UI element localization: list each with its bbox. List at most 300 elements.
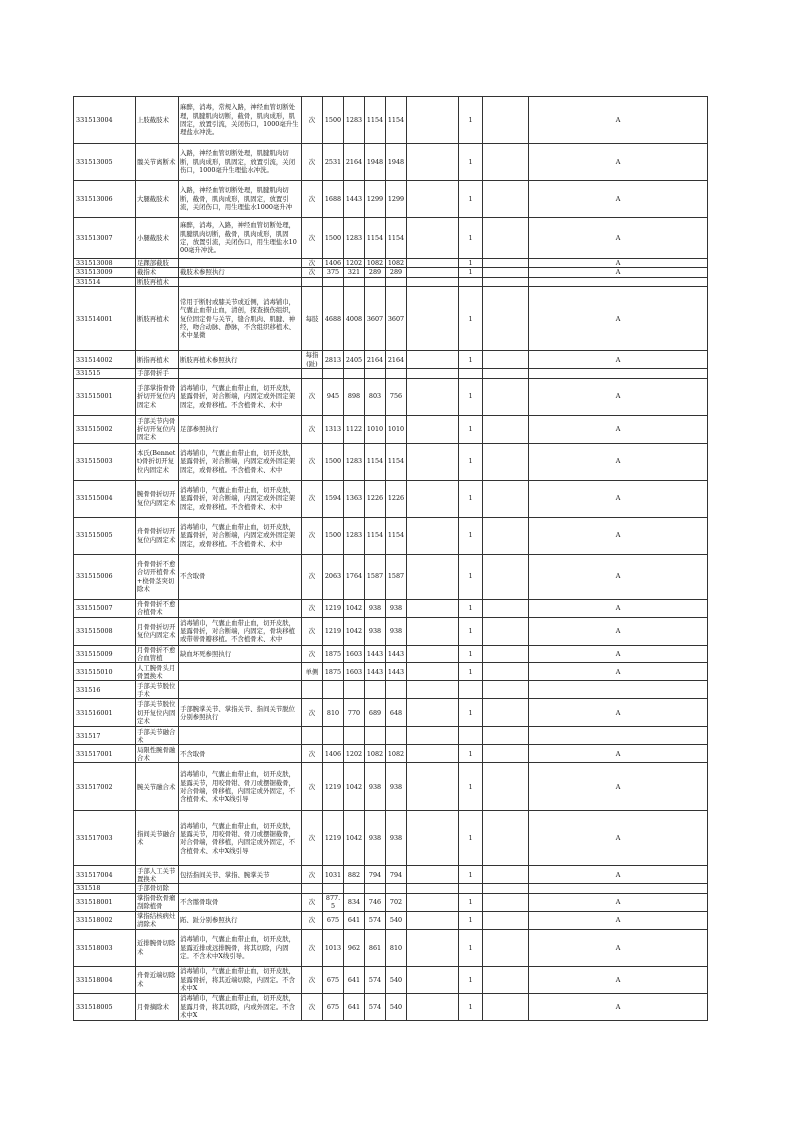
table-row <box>74 884 708 893</box>
blank-cell <box>407 351 459 369</box>
item-name: 小腿截肢术 <box>136 218 179 259</box>
item-description: 消毒铺巾，气囊止血带止血，切开皮肤，显露近排或远排腕骨，将其切除，内固定。不含术中X线引导。 <box>179 929 302 966</box>
item-code: 331517001 <box>74 745 136 763</box>
price-level-3: 3607 <box>365 287 386 351</box>
item-name: 腕关节融合术 <box>136 763 179 811</box>
price-level-1: 1219 <box>323 617 344 645</box>
item-name: 手部关节脱位切开复位内固定术 <box>136 699 179 727</box>
blank-cell <box>483 378 529 415</box>
item-code: 331513008 <box>74 259 136 268</box>
price-level-4: 540 <box>386 966 407 993</box>
price-level-4: 1082 <box>386 745 407 763</box>
price-level-4: 938 <box>386 811 407 866</box>
price-level-4: 540 <box>386 993 407 1020</box>
item-category: A <box>529 378 708 415</box>
price-level-2: 1443 <box>344 181 365 218</box>
item-name: 掌指结核病灶清除术 <box>136 911 179 929</box>
price-level-2: 2164 <box>344 144 365 181</box>
item-description: 常用于断肘或膝关节或近侧，消毒铺巾，气囊止血带止血，清创，探查损伤组织，复位固定骨与关节，缝合肌肉、肌腱、神经，吻合动脉、静脉，不含组织移植术、术中显微 <box>179 287 302 351</box>
item-unit: 次 <box>302 617 323 645</box>
blank-cell <box>407 681 459 699</box>
blank-cell <box>483 811 529 866</box>
price-level-3: 861 <box>365 929 386 966</box>
price-level-3: 1082 <box>365 745 386 763</box>
price-level-1: 945 <box>323 378 344 415</box>
blank-cell <box>483 699 529 727</box>
blank-cell <box>483 929 529 966</box>
price-level-1: 1594 <box>323 480 344 517</box>
price-level-2 <box>344 369 365 378</box>
price-level-4 <box>386 369 407 378</box>
item-name: 髋关节离断术 <box>136 144 179 181</box>
price-level-3: 1443 <box>365 645 386 663</box>
item-name: 断肢再植术 <box>136 287 179 351</box>
price-level-1: 1406 <box>323 259 344 268</box>
blank-cell <box>407 599 459 617</box>
item-unit: 次 <box>302 745 323 763</box>
item-category: A <box>529 480 708 517</box>
item-category: A <box>529 517 708 554</box>
item-flag: 1 <box>459 259 483 268</box>
price-level-3: 1948 <box>365 144 386 181</box>
price-level-3: 1226 <box>365 480 386 517</box>
price-level-2: 898 <box>344 378 365 415</box>
item-category: A <box>529 443 708 480</box>
table-row <box>74 911 708 929</box>
blank-cell <box>407 645 459 663</box>
table-row <box>74 415 708 443</box>
price-level-3: 574 <box>365 966 386 993</box>
item-description: 截肢术参照执行 <box>179 268 302 277</box>
item-category: A <box>529 993 708 1020</box>
price-level-2: 1042 <box>344 617 365 645</box>
item-code: 331515007 <box>74 599 136 617</box>
blank-cell <box>407 911 459 929</box>
blank-cell <box>407 268 459 277</box>
item-unit: 次 <box>302 866 323 884</box>
price-level-1: 2813 <box>323 351 344 369</box>
price-level-2: 641 <box>344 911 365 929</box>
item-name: 月骨摘除术 <box>136 993 179 1020</box>
table-row <box>74 681 708 699</box>
item-category: A <box>529 866 708 884</box>
price-level-2: 641 <box>344 993 365 1020</box>
price-level-1: 1031 <box>323 866 344 884</box>
item-name: 指间关节融合术 <box>136 811 179 866</box>
item-flag <box>459 727 483 745</box>
blank-cell <box>483 181 529 218</box>
item-unit: 次 <box>302 811 323 866</box>
table-row <box>74 929 708 966</box>
blank-cell <box>483 884 529 893</box>
item-category: A <box>529 599 708 617</box>
item-unit: 单侧 <box>302 663 323 681</box>
item-description <box>179 259 302 268</box>
item-description <box>179 884 302 893</box>
item-description: 麻醉，消毒，入路，神经血管切断处理，肌腱肌肉切断，截骨，肌肉成形，肌固定，放置引流，关闭伤口，用生理盐水1000毫升冲洗。 <box>179 218 302 259</box>
price-level-4: 1587 <box>386 554 407 599</box>
price-level-1: 1219 <box>323 811 344 866</box>
item-flag: 1 <box>459 554 483 599</box>
item-unit: 次 <box>302 480 323 517</box>
blank-cell <box>483 287 529 351</box>
item-description: 不含取骨 <box>179 745 302 763</box>
item-code: 331518004 <box>74 966 136 993</box>
item-code: 331518005 <box>74 993 136 1020</box>
item-unit: 次 <box>302 929 323 966</box>
price-level-1: 1313 <box>323 415 344 443</box>
price-level-4: 648 <box>386 699 407 727</box>
price-level-2: 1363 <box>344 480 365 517</box>
price-level-4: 938 <box>386 617 407 645</box>
table-row <box>74 378 708 415</box>
item-unit <box>302 884 323 893</box>
item-description: 断肢再植术参照执行 <box>179 351 302 369</box>
item-name: 上肢截肢术 <box>136 97 179 144</box>
price-level-2: 962 <box>344 929 365 966</box>
item-unit: 次 <box>302 259 323 268</box>
blank-cell <box>407 699 459 727</box>
item-name: 近排腕骨切除术 <box>136 929 179 966</box>
blank-cell <box>483 866 529 884</box>
blank-cell <box>483 443 529 480</box>
item-unit <box>302 369 323 378</box>
item-flag: 1 <box>459 287 483 351</box>
blank-cell <box>407 966 459 993</box>
item-flag: 1 <box>459 218 483 259</box>
price-level-4: 1154 <box>386 218 407 259</box>
price-level-1: 1219 <box>323 763 344 811</box>
item-code: 331518003 <box>74 929 136 966</box>
item-category: A <box>529 181 708 218</box>
blank-cell <box>483 745 529 763</box>
price-level-4: 702 <box>386 893 407 911</box>
item-flag: 1 <box>459 443 483 480</box>
item-flag: 1 <box>459 351 483 369</box>
price-level-3: 938 <box>365 811 386 866</box>
price-level-2: 1042 <box>344 763 365 811</box>
item-name: 足踝部截肢 <box>136 259 179 268</box>
table-row <box>74 866 708 884</box>
price-level-1 <box>323 277 344 286</box>
item-name: 月骨骨折不愈合血管植 <box>136 645 179 663</box>
table-row <box>74 144 708 181</box>
item-flag: 1 <box>459 415 483 443</box>
item-category: A <box>529 554 708 599</box>
item-code: 331513006 <box>74 181 136 218</box>
item-category: A <box>529 811 708 866</box>
price-level-4: 2164 <box>386 351 407 369</box>
price-level-1: 1500 <box>323 443 344 480</box>
price-level-3 <box>365 277 386 286</box>
table-row <box>74 480 708 517</box>
table-row <box>74 181 708 218</box>
price-level-2 <box>344 884 365 893</box>
price-level-3: 574 <box>365 993 386 1020</box>
item-flag <box>459 369 483 378</box>
item-name: 掌指骨软骨瘤刮除植骨 <box>136 893 179 911</box>
item-description: 消毒铺巾，气囊止血带止血，切开皮肤，显露骨折，将其近端切除，内固定。不含术中X <box>179 966 302 993</box>
item-flag: 1 <box>459 699 483 727</box>
item-code: 331513009 <box>74 268 136 277</box>
item-flag <box>459 277 483 286</box>
item-flag: 1 <box>459 144 483 181</box>
item-category: A <box>529 893 708 911</box>
blank-cell <box>407 277 459 286</box>
price-level-4: 1154 <box>386 443 407 480</box>
blank-cell <box>407 663 459 681</box>
table-row <box>74 745 708 763</box>
price-level-4 <box>386 884 407 893</box>
blank-cell <box>483 966 529 993</box>
item-unit: 次 <box>302 763 323 811</box>
item-category: A <box>529 415 708 443</box>
price-level-2: 882 <box>344 866 365 884</box>
item-category: A <box>529 929 708 966</box>
price-level-4 <box>386 277 407 286</box>
item-description: 消毒铺巾，气囊止血带止血，切开皮肤，显露骨折，对合断端，内固定或外固定架固定，或骨移植。不含植骨术、术中 <box>179 480 302 517</box>
price-level-3: 1587 <box>365 554 386 599</box>
item-description: 消毒铺巾，气囊止血带止血，切开皮肤，显露骨折，对合断端，内固定或外固定架固定，或骨移植。不含植骨术、术中 <box>179 378 302 415</box>
price-level-3: 1082 <box>365 259 386 268</box>
blank-cell <box>407 443 459 480</box>
item-flag: 1 <box>459 517 483 554</box>
item-category: A <box>529 351 708 369</box>
item-category: A <box>529 645 708 663</box>
price-level-2: 1042 <box>344 599 365 617</box>
price-level-3: 1154 <box>365 218 386 259</box>
item-flag: 1 <box>459 893 483 911</box>
price-level-3: 689 <box>365 699 386 727</box>
blank-cell <box>407 480 459 517</box>
item-unit: 次 <box>302 218 323 259</box>
item-flag: 1 <box>459 745 483 763</box>
price-level-2: 1283 <box>344 443 365 480</box>
item-code: 331515002 <box>74 415 136 443</box>
item-code: 331515009 <box>74 645 136 663</box>
item-name: 手部关节内骨折切开复位内固定术 <box>136 415 179 443</box>
item-code: 331518002 <box>74 911 136 929</box>
item-description: 入路，神经血管切断处理，肌腱肌肉切断，截骨，肌肉成形，肌固定，放置引流，关闭伤口，用生理盐水1000毫升冲 <box>179 181 302 218</box>
blank-cell <box>483 351 529 369</box>
item-unit: 每指(趾) <box>302 351 323 369</box>
item-name: 舟骨近端切除术 <box>136 966 179 993</box>
item-name: 舟骨骨折不愈合切开植骨术+桡骨茎突切除术 <box>136 554 179 599</box>
item-category: A <box>529 268 708 277</box>
item-unit: 次 <box>302 144 323 181</box>
item-code: 331514002 <box>74 351 136 369</box>
item-description: 消毒铺巾，气囊止血带止血，切开皮肤，显露月骨，将其切除，内或外固定。不含术中X <box>179 993 302 1020</box>
item-name: 手部掌指骨骨折切开复位内固定术 <box>136 378 179 415</box>
price-level-1 <box>323 681 344 699</box>
item-code: 331515010 <box>74 663 136 681</box>
price-level-2: 641 <box>344 966 365 993</box>
price-level-2 <box>344 681 365 699</box>
price-level-4 <box>386 727 407 745</box>
price-level-2: 1283 <box>344 218 365 259</box>
price-level-4: 3607 <box>386 287 407 351</box>
item-name: 舟骨骨折不愈合植骨术 <box>136 599 179 617</box>
item-name: 断肢再植术 <box>136 277 179 286</box>
price-level-2: 1603 <box>344 663 365 681</box>
price-level-3: 938 <box>365 763 386 811</box>
item-description: 消毒铺巾，气囊止血带止血，切开皮肤，显露骨折，对合断端，内固定，骨块移植或带蒂骨瓣移植。不含植骨术、术中 <box>179 617 302 645</box>
item-category: A <box>529 763 708 811</box>
price-level-2: 1202 <box>344 745 365 763</box>
table-row <box>74 268 708 277</box>
item-name: 月骨骨折切开复位内固定术 <box>136 617 179 645</box>
blank-cell <box>407 517 459 554</box>
item-code: 331515005 <box>74 517 136 554</box>
price-level-1: 375 <box>323 268 344 277</box>
item-flag <box>459 681 483 699</box>
price-level-4: 938 <box>386 599 407 617</box>
item-unit: 次 <box>302 443 323 480</box>
price-level-3: 1154 <box>365 517 386 554</box>
item-category: A <box>529 218 708 259</box>
item-code: 331516 <box>74 681 136 699</box>
item-name: 局限性腕骨融合术 <box>136 745 179 763</box>
item-description: 麻醉，消毒，常规入路，神经血管切断处理，肌腱肌肉切断，截骨，肌肉成形，肌固定，放置引流，关闭伤口，1000毫升生理盐水冲洗。 <box>179 97 302 144</box>
price-level-4: 1443 <box>386 663 407 681</box>
item-category <box>529 681 708 699</box>
item-category: A <box>529 144 708 181</box>
item-code: 331518001 <box>74 893 136 911</box>
blank-cell <box>483 415 529 443</box>
blank-cell <box>407 884 459 893</box>
item-code: 331513004 <box>74 97 136 144</box>
item-code: 331515 <box>74 369 136 378</box>
price-level-1: 2063 <box>323 554 344 599</box>
blank-cell <box>407 763 459 811</box>
blank-cell <box>483 681 529 699</box>
price-level-2: 1603 <box>344 645 365 663</box>
blank-cell <box>483 144 529 181</box>
price-level-1: 4688 <box>323 287 344 351</box>
price-table <box>73 96 708 1021</box>
price-level-1: 1688 <box>323 181 344 218</box>
blank-cell <box>483 911 529 929</box>
table-row <box>74 443 708 480</box>
price-level-4: 1226 <box>386 480 407 517</box>
price-level-1: 1500 <box>323 218 344 259</box>
table-row <box>74 351 708 369</box>
table-row <box>74 599 708 617</box>
price-level-3 <box>365 369 386 378</box>
price-level-2: 1042 <box>344 811 365 866</box>
table-row <box>74 763 708 811</box>
table-row <box>74 993 708 1020</box>
table-row <box>74 277 708 286</box>
price-level-1: 675 <box>323 966 344 993</box>
item-flag: 1 <box>459 599 483 617</box>
item-description <box>179 369 302 378</box>
price-level-1: 675 <box>323 993 344 1020</box>
blank-cell <box>483 277 529 286</box>
item-flag: 1 <box>459 97 483 144</box>
item-flag: 1 <box>459 181 483 218</box>
item-unit <box>302 277 323 286</box>
blank-cell <box>483 993 529 1020</box>
item-category: A <box>529 699 708 727</box>
price-level-3: 794 <box>365 866 386 884</box>
item-description <box>179 681 302 699</box>
price-level-4: 794 <box>386 866 407 884</box>
item-category: A <box>529 663 708 681</box>
price-level-1: 2531 <box>323 144 344 181</box>
item-unit: 次 <box>302 97 323 144</box>
price-level-4: 1082 <box>386 259 407 268</box>
blank-cell <box>483 259 529 268</box>
price-level-1: 810 <box>323 699 344 727</box>
item-unit: 次 <box>302 699 323 727</box>
price-level-1: 1500 <box>323 517 344 554</box>
item-name: 腕骨骨折切开复位内固定术 <box>136 480 179 517</box>
price-level-1: 675 <box>323 911 344 929</box>
price-level-4: 289 <box>386 268 407 277</box>
table-row <box>74 517 708 554</box>
blank-cell <box>407 745 459 763</box>
item-code: 331513007 <box>74 218 136 259</box>
item-flag: 1 <box>459 763 483 811</box>
table-row <box>74 218 708 259</box>
item-unit: 次 <box>302 268 323 277</box>
item-category <box>529 277 708 286</box>
blank-cell <box>407 811 459 866</box>
price-level-2 <box>344 277 365 286</box>
item-code: 331515008 <box>74 617 136 645</box>
item-unit: 次 <box>302 554 323 599</box>
item-flag: 1 <box>459 480 483 517</box>
table-row <box>74 663 708 681</box>
item-name: 本氏(Bennett)骨折切开复位内固定术 <box>136 443 179 480</box>
item-code: 331515004 <box>74 480 136 517</box>
item-unit: 次 <box>302 599 323 617</box>
blank-cell <box>483 893 529 911</box>
price-level-1: 1406 <box>323 745 344 763</box>
price-level-3: 803 <box>365 378 386 415</box>
item-category: A <box>529 259 708 268</box>
blank-cell <box>407 415 459 443</box>
item-unit: 次 <box>302 966 323 993</box>
price-level-2 <box>344 727 365 745</box>
item-name: 截指术 <box>136 268 179 277</box>
item-description <box>179 663 302 681</box>
blank-cell <box>407 218 459 259</box>
blank-cell <box>483 554 529 599</box>
item-code: 331517003 <box>74 811 136 866</box>
item-code: 331517004 <box>74 866 136 884</box>
item-description: 消毒铺巾，气囊止血带止血，切开皮肤，显露骨折，对合断端，内固定或外固定架固定，或骨移植。不含植骨术、术中 <box>179 517 302 554</box>
item-unit: 次 <box>302 415 323 443</box>
price-level-2: 4008 <box>344 287 365 351</box>
item-name: 人工腕骨头月骨置换术 <box>136 663 179 681</box>
price-level-3: 1443 <box>365 663 386 681</box>
item-description: 入路，神经血管切断处理，肌腱肌肉切断，肌肉成形，肌固定，放置引流，关闭伤口，1000毫升生理盐水冲洗。 <box>179 144 302 181</box>
item-category: A <box>529 745 708 763</box>
price-level-2: 2405 <box>344 351 365 369</box>
price-level-1 <box>323 884 344 893</box>
item-description: 缺血坏死参照执行 <box>179 645 302 663</box>
item-code: 331513005 <box>74 144 136 181</box>
price-level-3: 746 <box>365 893 386 911</box>
item-flag: 1 <box>459 866 483 884</box>
item-description: 消毒铺巾，气囊止血带止血，切开皮肤，显露骨折，对合断端，内固定或外固定架固定，或骨移植。不含植骨术、术中 <box>179 443 302 480</box>
item-unit: 次 <box>302 378 323 415</box>
blank-cell <box>483 763 529 811</box>
price-level-3: 574 <box>365 911 386 929</box>
blank-cell <box>483 617 529 645</box>
